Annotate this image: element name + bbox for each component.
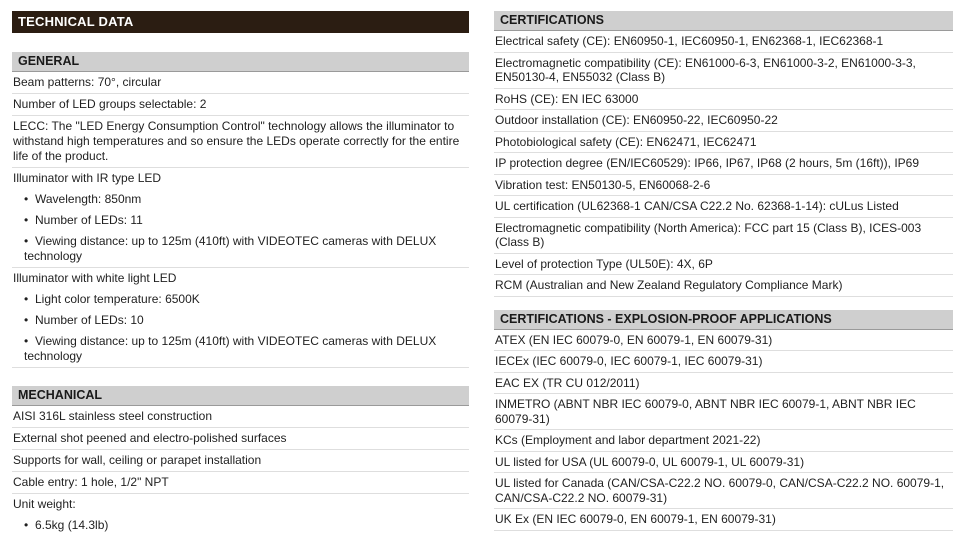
ul-canada-row: UL listed for Canada (CAN/CSA-C22.2 NO. 60079-0, CAN/CSA-C22.2 NO. 60079-1, CAN/CSA-C22.2 NO. 60079-31): [494, 473, 953, 509]
explosion-proof-section: [494, 310, 953, 531]
eac-row: EAC EX (TR CU 012/2011): [494, 373, 953, 395]
photobiological-row: Photobiological safety (CE): EN62471, IEC62471: [494, 132, 953, 154]
electrical-safety-row: Electrical safety (CE): EN60950-1, IEC60950-1, EN62368-1, IEC62368-1: [494, 31, 953, 53]
bullet-icon: •: [24, 292, 29, 306]
unit-weight-list: [12, 515, 469, 536]
certifications-header: CERTIFICATIONS: [494, 11, 953, 31]
ir-illuminator-label: Illuminator with IR type LED: [13, 171, 162, 185]
mechanical-header: MECHANICAL: [12, 386, 469, 406]
bullet-icon: •: [24, 213, 29, 227]
iecex-row: IECEx (IEC 60079-0, IEC 60079-1, IEC 60079-31): [494, 351, 953, 373]
general-section: [12, 52, 469, 368]
protection-type-row: Level of protection Type (UL50E): 4X, 6P: [494, 254, 953, 276]
list-item: • Viewing distance: up to 125m (410ft) with VIDEOTEC cameras with DELUX technology: [24, 234, 437, 263]
list-item: • Number of LEDs: 11: [24, 213, 143, 227]
bullet-icon: •: [24, 192, 29, 206]
emc-na-row: Electromagnetic compatibility (North America): FCC part 15 (Class B), ICES-003 (Class B): [494, 218, 953, 254]
technical-data-column: [12, 11, 469, 554]
uk-ex-row: UK Ex (EN IEC 60079-0, EN 60079-1, EN 60079-31): [494, 509, 953, 531]
bullet-icon: •: [24, 518, 29, 532]
construction-row: AISI 316L stainless steel construction: [12, 406, 469, 428]
certifications-section: [494, 11, 953, 297]
ir-illuminator-list: [12, 189, 469, 268]
kcs-row: KCs (Employment and labor department 2021-22): [494, 430, 953, 452]
lecc-row: LECC: The "LED Energy Consumption Control" technology allows the illuminator to withstand high temperatures and so ensure the LEDs operate correctly for the entire life of the product.: [12, 116, 469, 168]
certifications-column: [494, 11, 953, 549]
ul-certification-row: UL certification (UL62368-1 CAN/CSA C22.2 No. 62368-1-14): cULus Listed: [494, 196, 953, 218]
ul-usa-row: UL listed for USA (UL 60079-0, UL 60079-1, UL 60079-31): [494, 452, 953, 474]
rohs-row: RoHS (CE): EN IEC 63000: [494, 89, 953, 111]
bullet-icon: •: [24, 234, 29, 248]
list-item: • Viewing distance: up to 125m (410ft) with VIDEOTEC cameras with DELUX technology: [24, 334, 437, 363]
white-illuminator-label: Illuminator with white light LED: [13, 271, 177, 285]
white-illuminator-list: [12, 289, 469, 368]
vibration-row: Vibration test: EN50130-5, EN60068-2-6: [494, 175, 953, 197]
beam-patterns-row: Beam patterns: 70°, circular: [12, 72, 469, 94]
emc-ce-row: Electromagnetic compatibility (CE): EN61000-6-3, EN61000-3-2, EN61000-3-3, EN50130-4, EN55032 (Class B): [494, 53, 953, 89]
list-item: • Wavelength: 850nm: [24, 192, 142, 206]
general-header: GENERAL: [12, 52, 469, 72]
technical-data-title: TECHNICAL DATA: [12, 11, 469, 33]
led-groups-row: Number of LED groups selectable: 2: [12, 94, 469, 116]
mechanical-section: [12, 386, 469, 536]
atex-row: ATEX (EN IEC 60079-0, EN 60079-1, EN 60079-31): [494, 330, 953, 352]
list-item: • Light color temperature: 6500K: [24, 292, 200, 306]
supports-row: Supports for wall, ceiling or parapet installation: [12, 450, 469, 472]
cable-entry-row: Cable entry: 1 hole, 1/2" NPT: [12, 472, 469, 494]
unit-weight-label: Unit weight:: [13, 497, 76, 511]
bullet-icon: •: [24, 334, 29, 348]
inmetro-row: INMETRO (ABNT NBR IEC 60079-0, ABNT NBR IEC 60079-1, ABNT NBR IEC 60079-31): [494, 394, 953, 430]
list-item: • 6.5kg (14.3lb): [24, 518, 109, 532]
bullet-icon: •: [24, 313, 29, 327]
outdoor-installation-row: Outdoor installation (CE): EN60950-22, IEC60950-22: [494, 110, 953, 132]
explosion-proof-header: CERTIFICATIONS - EXPLOSION-PROOF APPLICATIONS: [494, 310, 953, 330]
rcm-row: RCM (Australian and New Zealand Regulatory Compliance Mark): [494, 275, 953, 297]
surfaces-row: External shot peened and electro-polished surfaces: [12, 428, 469, 450]
list-item: • Number of LEDs: 10: [24, 313, 144, 327]
ip-protection-row: IP protection degree (EN/IEC60529): IP66, IP67, IP68 (2 hours, 5m (16ft)), IP69: [494, 153, 953, 175]
